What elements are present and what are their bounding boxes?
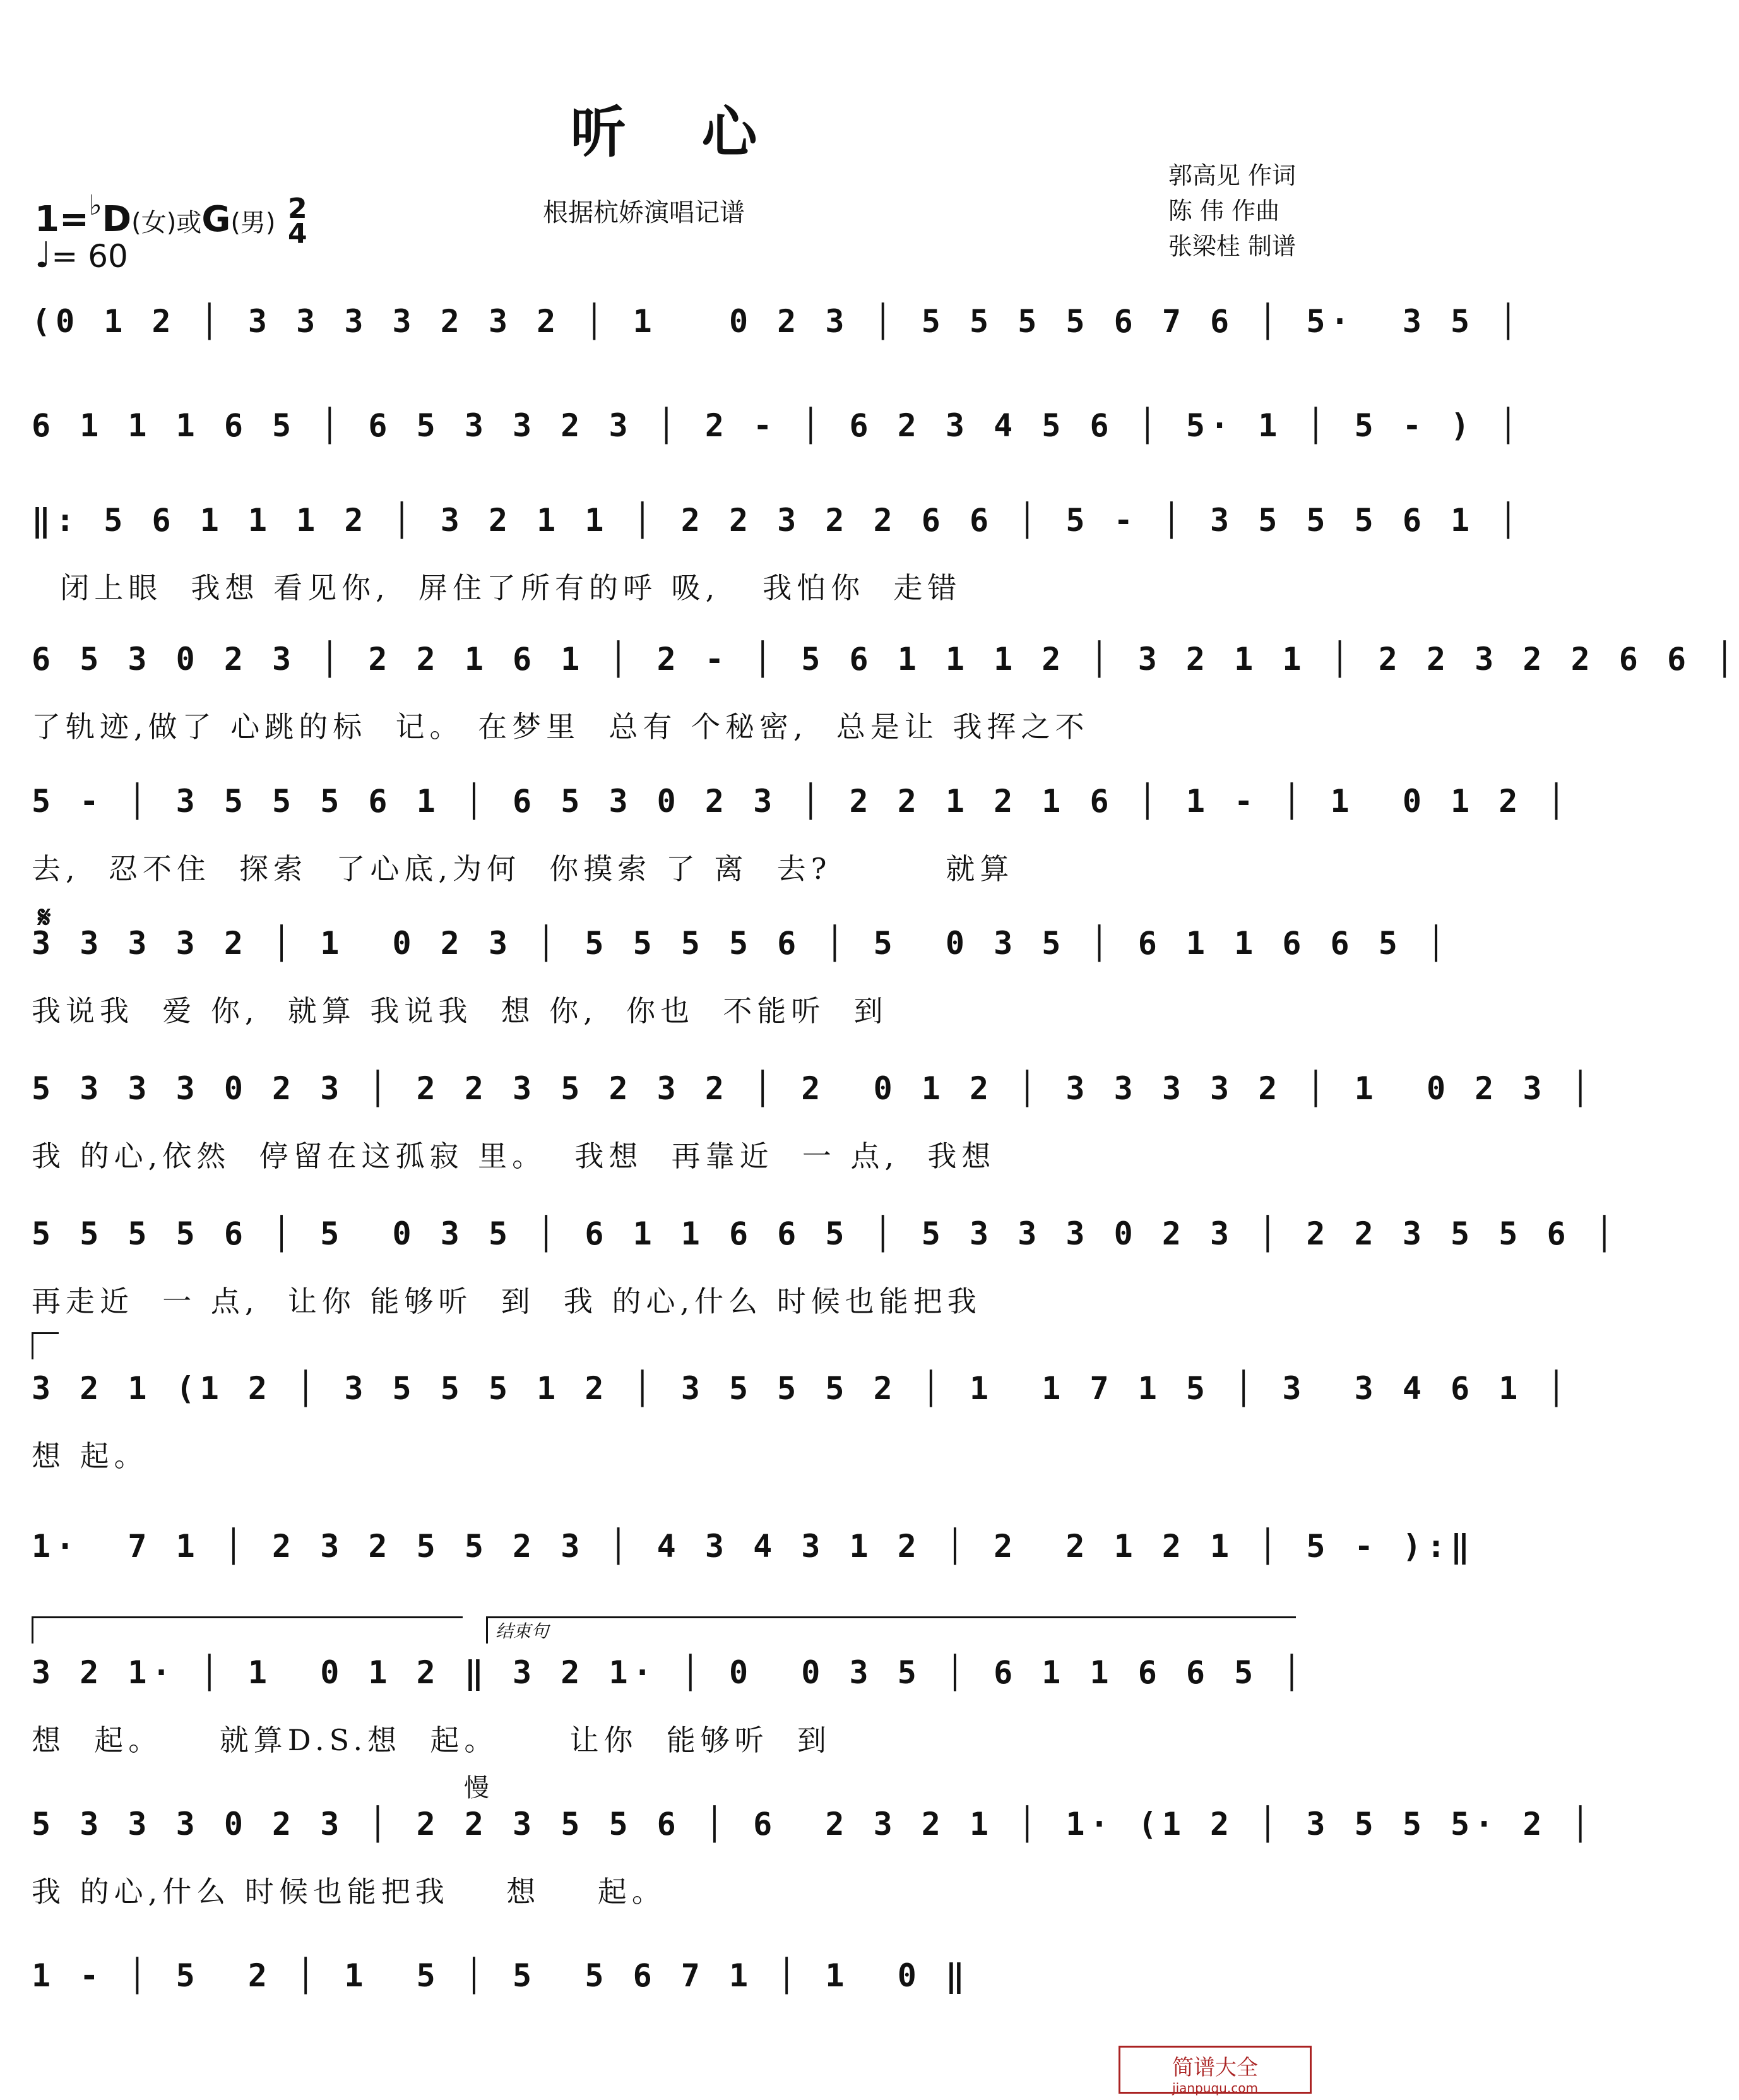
composer: 陈 伟 作曲 [1168, 197, 1280, 225]
notation-line: 3 3 3 3 2 │ 1 0 2 3 │ 5 5 5 5 6 │ 5 0 3 5 │ 6 1 1 6 6 5 │ [32, 925, 1451, 962]
lyric-line: 闭上眼 我想 看见你, 屏住了所有的呼 吸, 我怕你 走错 [32, 571, 962, 605]
ending-bracket [486, 1616, 1296, 1644]
credits [1168, 158, 1296, 264]
notation-line: (0 1 2 │ 3 3 3 3 2 3 2 │ 1 0 2 3 │ 5 5 5 5 6 7 6 │ 5· 3 5 │ [32, 303, 1523, 340]
lyric-line: 想 起。 [32, 1439, 148, 1473]
key-or: 或 [176, 208, 202, 237]
lyric-line: 我 的心,什么 时候也能把我 想 起。 [32, 1875, 666, 1909]
lyricist: 郭高见 作词 [1168, 162, 1296, 189]
key-d: D [102, 199, 132, 240]
time-signature [288, 192, 307, 250]
notation-line: 6 5 3 0 2 3 │ 2 2 1 6 1 │ 2 - │ 5 6 1 1 1 2 │ 3 2 1 1 │ 2 2 3 2 2 6 6 │ [32, 641, 1739, 677]
notation-line: 3 2 1· │ 1 0 1 2 ‖ 3 2 1· │ 0 0 3 5 │ 6 1 1 6 6 5 │ [32, 1654, 1307, 1691]
logo-text: 简谱大全 [1172, 2055, 1258, 2080]
lyric-line [32, 354, 1296, 391]
quarter-note-icon: ♩ [35, 235, 52, 276]
lyric-line: 去, 忍不住 探索 了心底,为何 你摸索 了 离 去? 就算 [32, 852, 1014, 886]
volta-bracket-1 [32, 1332, 59, 1359]
song-title: 听心 [570, 99, 833, 165]
segno-icon: 𝄋 [38, 900, 51, 935]
notation-line: 3 2 1 (1 2 │ 3 5 5 5 1 2 │ 3 5 5 5 2 │ 1 1 7 1 5 │ 3 3 4 6 1 │ [32, 1370, 1571, 1407]
flat-sign: ♭ [88, 189, 102, 222]
time-bottom: 4 [288, 217, 307, 250]
ending-label: 结束句 [496, 1621, 549, 1642]
notation-line: 5 3 3 3 0 2 3 │ 2 2 3 5 5 6 │ 6 2 3 2 1 │ 1· (1 2 │ 3 5 5 5· 2 │ [32, 1806, 1595, 1842]
lyric-line: 再走近 一 点, 让你 能够听 到 我 的心,什么 时候也能把我 [32, 1284, 982, 1318]
notation-line: ‖: 5 6 1 1 1 2 │ 3 2 1 1 │ 2 2 3 2 2 6 6 │ 5 - │ 3 5 5 5 6 1 │ [32, 502, 1523, 539]
lyric-line [32, 2020, 1296, 2058]
lyric-line [32, 458, 1296, 496]
lyric-line: 想 起。 就算D.S.想 起。 让你 能够听 到 [32, 1723, 831, 1757]
key-prefix: 1= [35, 199, 89, 240]
subtitle: 根据杭娇演唱记谱 [543, 198, 745, 227]
logo-url: jianpuqu.com [1172, 2080, 1258, 2096]
volta-bracket-2 [32, 1616, 463, 1644]
key-male: (男) [230, 208, 276, 237]
tempo-slow-mark: 慢 [464, 1774, 489, 1803]
time-top: 2 [288, 192, 307, 225]
notation-line: 6 1 1 1 6 5 │ 6 5 3 3 2 3 │ 2 - │ 6 2 3 4 5 6 │ 5· 1 │ 5 - ) │ [32, 407, 1523, 444]
lyric-line: 了轨迹,做了 心跳的标 记。 在梦里 总有 个秘密, 总是让 我挥之不 [32, 710, 1089, 744]
lyric-line: 我说我 爱 你, 就算 我说我 想 你, 你也 不能听 到 [32, 994, 888, 1028]
notation-line: 5 - │ 3 5 5 5 6 1 │ 6 5 3 0 2 3 │ 2 2 1 2 1 6 │ 1 - │ 1 0 1 2 │ [32, 783, 1571, 820]
lyric-line: 我 的心,依然 停留在这孤寂 里。 我想 再靠近 一 点, 我想 [32, 1139, 996, 1173]
key-g: G [201, 199, 231, 240]
tempo-mark [35, 235, 128, 276]
notation-line: 1· 7 1 │ 2 3 2 5 5 2 3 │ 4 3 4 3 1 2 │ 2 2 1 2 1 │ 5 - ):‖ [32, 1528, 1475, 1565]
arranger: 张梁桂 制谱 [1168, 232, 1296, 260]
notation-line: 5 5 5 5 6 │ 5 0 3 5 │ 6 1 1 6 6 5 │ 5 3 3 3 0 2 3 │ 2 2 3 5 5 6 │ [32, 1215, 1619, 1252]
notation-line: 1 - │ 5 2 │ 1 5 │ 5 5 6 7 1 │ 1 0 ‖ [32, 1957, 970, 1994]
notation-line: 5 3 3 3 0 2 3 │ 2 2 3 5 2 3 2 │ 2 0 1 2 │ 3 3 3 3 2 │ 1 0 2 3 │ [32, 1070, 1595, 1107]
site-logo [1119, 2046, 1312, 2094]
key-female: (女) [131, 208, 177, 237]
tempo-value: = 60 [51, 238, 128, 275]
